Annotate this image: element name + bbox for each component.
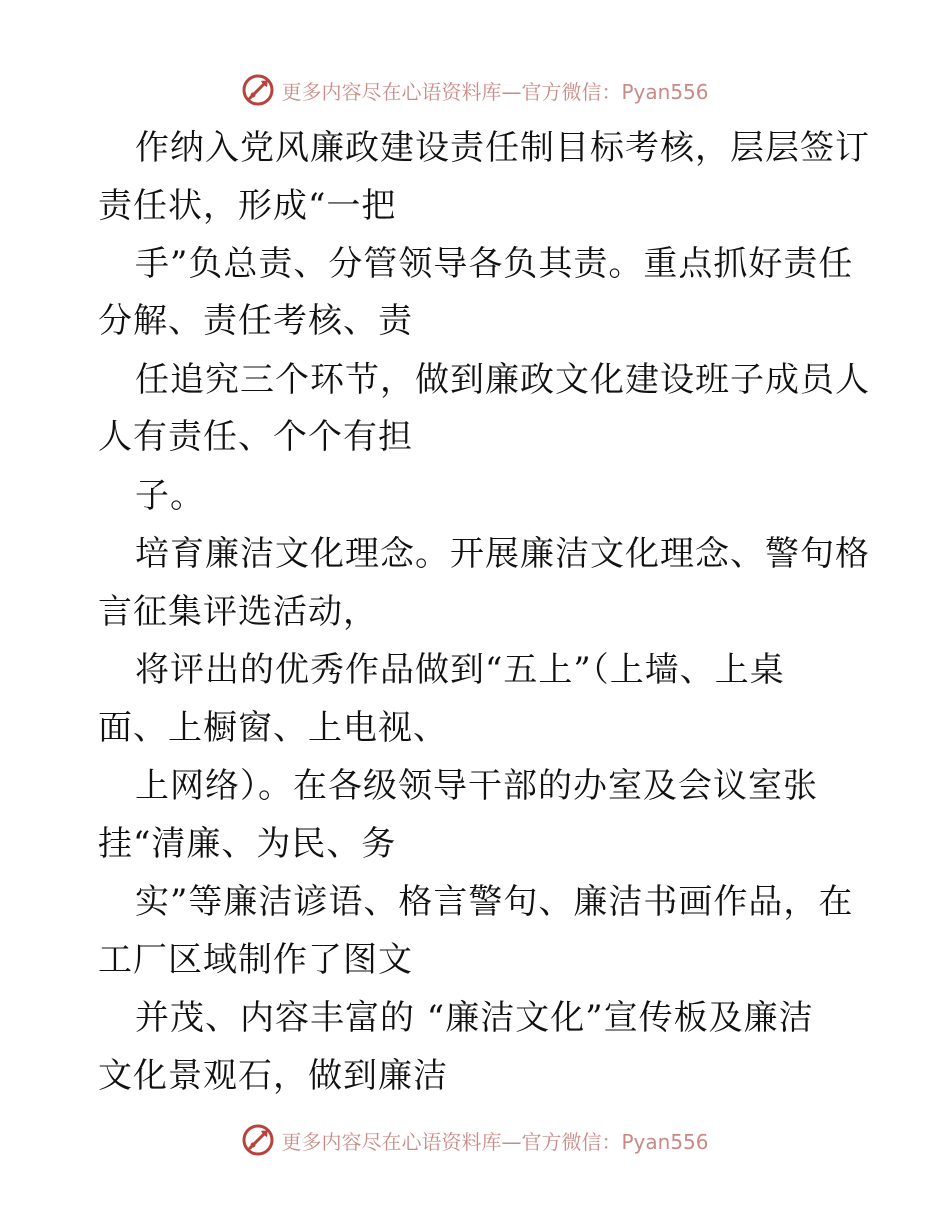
body-line: 手”负总责、分管领导各负其责。重点抓好责任: [135, 244, 854, 284]
footer-banner: [0, 1120, 950, 1160]
body-line: 人有责任、个个有担: [98, 417, 413, 457]
footer-banner-text: [281, 1126, 708, 1155]
header-banner-dash: —: [501, 79, 522, 104]
header-banner-title: 更多内容尽在心语资料库: [281, 79, 502, 104]
footer-banner-official: 官方微信：: [521, 1129, 622, 1154]
header-banner-official: 官方微信：: [521, 79, 622, 104]
body-line: 工厂区域制作了图文: [98, 940, 413, 980]
body-line: 作纳入党风廉政建设责任制目标考核，层层签订: [135, 128, 870, 168]
quill-circle-icon: [241, 1123, 275, 1157]
footer-banner-account: Pyan556: [621, 1129, 709, 1154]
body-line: 将评出的优秀作品做到“五上”（上墙、上桌: [135, 650, 785, 690]
body-line: 培育廉洁文化理念。开展廉洁文化理念、警句格: [135, 534, 870, 574]
header-banner-text: [281, 76, 708, 105]
body-line: 挂“清廉、为民、务: [98, 824, 397, 864]
body-line: 子。: [135, 476, 205, 516]
header-banner-account: Pyan556: [621, 79, 709, 104]
body-line: 上网络）。在各级领导干部的办室及会议室张: [135, 766, 818, 806]
body-line: 实”等廉洁谚语、格言警句、廉洁书画作品，在: [135, 882, 854, 922]
quill-circle-icon: [241, 73, 275, 107]
footer-banner-title: 更多内容尽在心语资料库: [281, 1129, 502, 1154]
body-line: 任追究三个环节，做到廉政文化建设班子成员人: [135, 360, 870, 400]
body-line: 文化景观石，做到廉洁: [98, 1056, 448, 1096]
header-banner: [0, 70, 950, 110]
body-line: 分解、责任考核、责: [98, 301, 413, 341]
footer-banner-dash: —: [501, 1129, 522, 1154]
body-line: 并茂、内容丰富的 “廉洁文化”宣传板及廉洁: [135, 998, 814, 1038]
body-line: 言征集评选活动，: [98, 592, 378, 632]
body-line: 责任状，形成“一把: [98, 186, 397, 226]
body-line: 面、上橱窗、上电视、: [98, 708, 448, 748]
